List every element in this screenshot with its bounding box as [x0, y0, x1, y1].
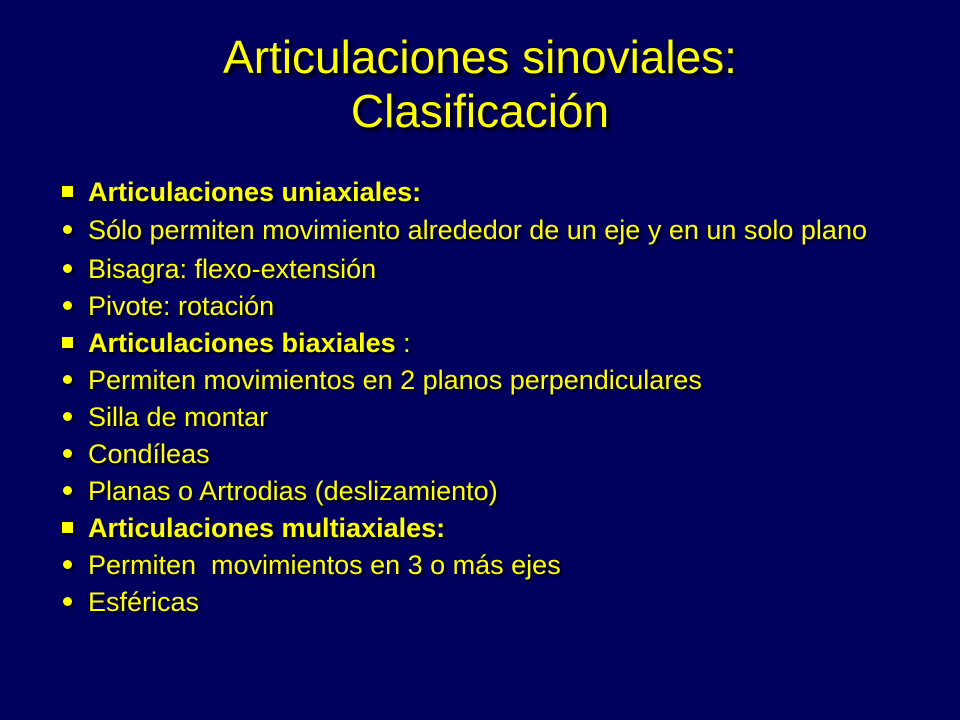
- dot-bullet-icon: [63, 412, 72, 421]
- item-text: Bisagra: flexo-extensión: [88, 254, 377, 284]
- list-item: [58, 402, 908, 432]
- bullet-list: [58, 177, 908, 617]
- heading-text: Articulaciones multiaxiales:: [88, 513, 446, 543]
- title-line-2: Clasificación: [350, 85, 610, 137]
- square-bullet-icon: [62, 337, 73, 348]
- dot-bullet-icon: [63, 301, 72, 310]
- item-text: Condíleas: [88, 439, 210, 469]
- list-item: [58, 365, 908, 395]
- title-line-1: Articulaciones sinoviales:: [223, 31, 737, 83]
- square-bullet-icon: [62, 522, 73, 533]
- list-item: [58, 439, 908, 469]
- item-text: Permiten movimientos en 2 planos perpendiculares: [88, 365, 702, 395]
- dot-bullet-icon: [63, 597, 72, 606]
- list-item: [58, 587, 908, 617]
- item-text: Silla de montar: [88, 402, 269, 432]
- list-item: [58, 476, 908, 506]
- item-text: Esféricas: [88, 587, 200, 617]
- heading-text: Articulaciones biaxiales: [88, 328, 396, 358]
- slide-title: [0, 30, 960, 138]
- square-bullet-icon: [62, 186, 73, 197]
- item-text: Sólo permiten movimiento alrededor de un eje y en un solo plano: [88, 215, 867, 245]
- heading-suffix: :: [395, 328, 411, 358]
- list-heading-multiaxial: [58, 513, 908, 543]
- list-item: [58, 215, 908, 245]
- item-text: Pivote: rotación: [88, 291, 275, 321]
- dot-bullet-icon: [63, 264, 72, 273]
- list-item: [58, 254, 908, 284]
- dot-bullet-icon: [63, 375, 72, 384]
- item-text: Planas o Artrodias (deslizamiento): [88, 476, 498, 506]
- dot-bullet-icon: [63, 486, 72, 495]
- dot-bullet-icon: [63, 449, 72, 458]
- dot-bullet-icon: [63, 225, 72, 234]
- item-text: Permiten movimientos en 3 o más ejes: [88, 550, 561, 580]
- list-heading-uniaxial: [58, 177, 908, 207]
- list-heading-biaxial: [58, 328, 908, 358]
- list-item: [58, 550, 908, 580]
- list-item: [58, 291, 908, 321]
- dot-bullet-icon: [63, 560, 72, 569]
- heading-text: Articulaciones uniaxiales:: [88, 177, 422, 207]
